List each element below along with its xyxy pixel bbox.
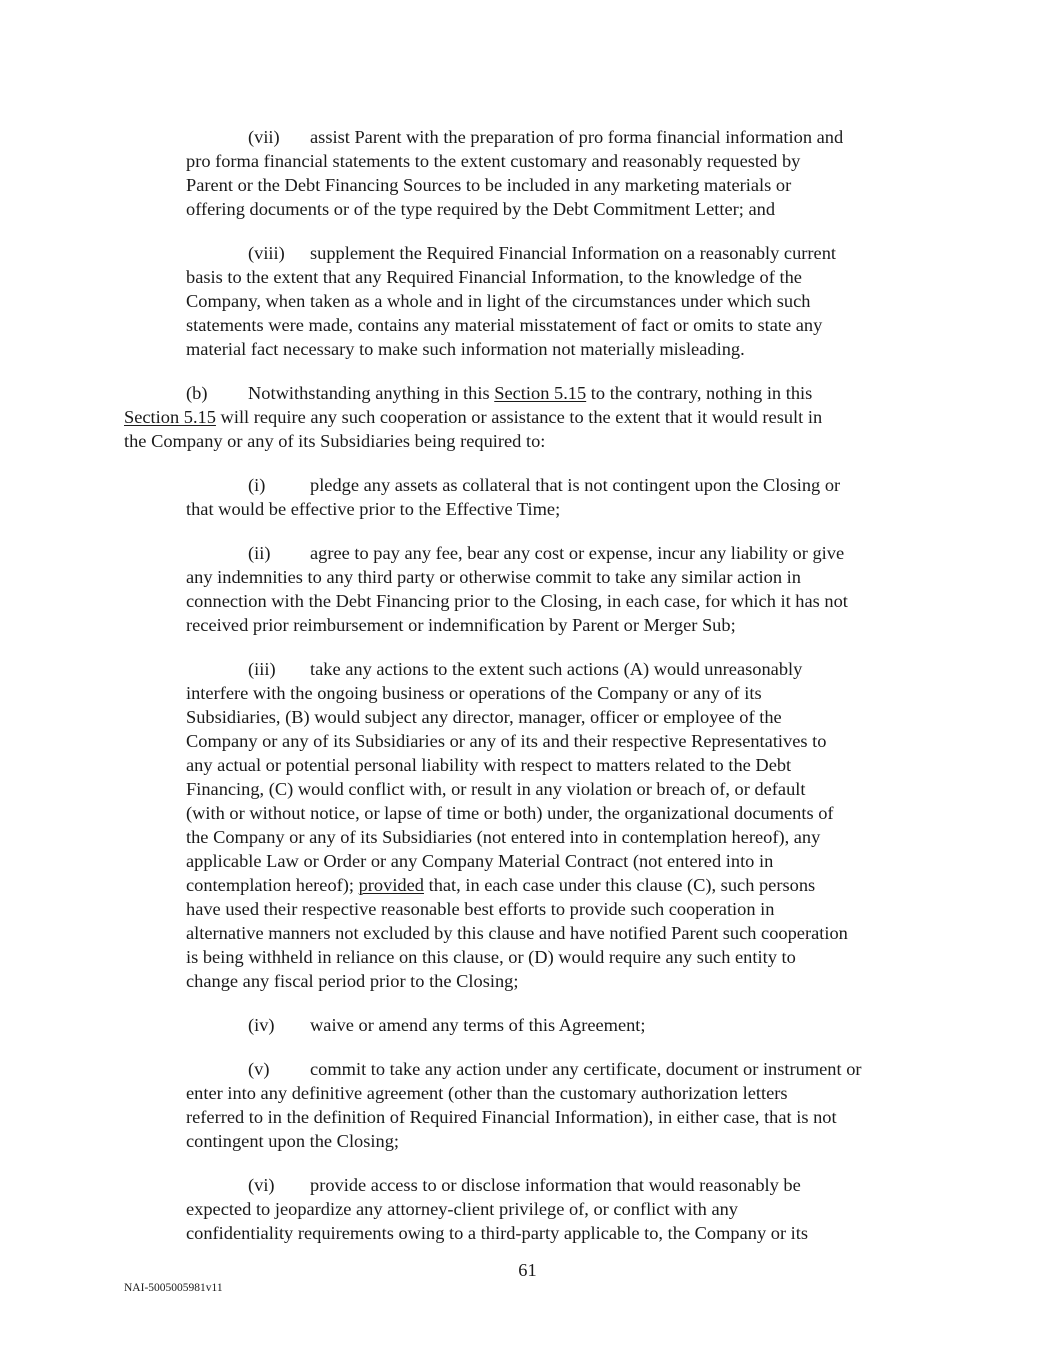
clause-first-line: (v) commit to take any action under any certificate, document or instrument or bbox=[248, 1059, 862, 1079]
clause-number: (b) bbox=[186, 383, 208, 403]
clause-line: received prior reimbursement or indemnification by Parent or Merger Sub; bbox=[186, 615, 736, 635]
clause-line: (with or without notice, or lapse of time or both) under, the organizational documents of bbox=[186, 803, 834, 823]
clause-line: applicable Law or Order or any Company Material Contract (not entered into in bbox=[186, 851, 774, 871]
clause-line: pro forma financial statements to the extent customary and reasonably requested by bbox=[186, 151, 801, 171]
provided-term: provided bbox=[358, 875, 424, 895]
clause-line: have used their respective reasonable best efforts to provide such cooperation in bbox=[186, 899, 775, 919]
clause-line: that would be effective prior to the Effective Time; bbox=[186, 499, 561, 519]
clause-line: Parent or the Debt Financing Sources to be included in any marketing materials or bbox=[186, 175, 792, 195]
page-number: 61 bbox=[518, 1260, 537, 1280]
clause-line: material fact necessary to make such information not materially misleading. bbox=[186, 339, 745, 359]
clause-line: any indemnities to any third party or otherwise commit to take any similar action in bbox=[186, 567, 801, 587]
clause-number: (v) bbox=[248, 1059, 270, 1079]
clause-first-line: (vii) assist Parent with the preparation of pro forma financial information and bbox=[248, 127, 844, 147]
clause-line: connection with the Debt Financing prior to the Closing, in each case, for which it has not bbox=[186, 591, 848, 611]
clause-line: referred to in the definition of Required Financial Information), in either case, that is not bbox=[186, 1107, 837, 1127]
clause-line: Company, when taken as a whole and in light of the circumstances under which such bbox=[186, 291, 811, 311]
clause-first-line: (ii) agree to pay any fee, bear any cost or expense, incur any liability or give bbox=[248, 543, 845, 563]
clause-line: Company or any of its Subsidiaries or any of its and their respective Representatives to bbox=[186, 731, 827, 751]
clause-number: (vi) bbox=[248, 1175, 275, 1195]
clause-number: (iv) bbox=[248, 1015, 275, 1035]
document-id: NAI-5005005981v11 bbox=[124, 1282, 223, 1294]
clause-number: (iii) bbox=[248, 659, 276, 679]
section-reference-link[interactable]: Section 5.15 bbox=[494, 383, 587, 403]
section-reference-link[interactable]: Section 5.15 bbox=[124, 407, 216, 427]
clause-line: any actual or potential personal liability with respect to matters related to the Debt bbox=[186, 755, 792, 775]
clause-line: offering documents or of the type required by the Debt Commitment Letter; and bbox=[186, 199, 776, 219]
clause-line: is being withheld in reliance on this clause, or (D) would require any such entity to bbox=[186, 947, 796, 967]
clause-line: enter into any definitive agreement (other than the customary authorization letters bbox=[186, 1083, 788, 1103]
clause-line: the Company or any of its Subsidiaries being required to: bbox=[124, 431, 546, 451]
clause-line: the Company or any of its Subsidiaries (not entered into in contemplation hereof), any bbox=[186, 827, 821, 847]
clause-number: (ii) bbox=[248, 543, 271, 563]
clause-line: confidentiality requirements owing to a third-party applicable to, the Company or its bbox=[186, 1223, 809, 1243]
clause-line: alternative manners not excluded by this clause and have notified Parent such cooperation bbox=[186, 923, 848, 943]
clause-line: Subsidiaries, (B) would subject any director, manager, officer or employee of the bbox=[186, 707, 782, 727]
clause-line: contemplation hereof); provided that, in each case under this clause (C), such persons bbox=[186, 875, 816, 895]
clause-first-line: (b) Notwithstanding anything in this Section 5.15 to the contrary, nothing in this bbox=[186, 383, 813, 403]
clause-line: Financing, (C) would conflict with, or result in any violation or breach of, or default bbox=[186, 779, 806, 799]
clause-number: (viii) bbox=[248, 243, 285, 263]
clause-first-line: (iv) waive or amend any terms of this Agreement; bbox=[248, 1015, 646, 1035]
clause-first-line: (viii) supplement the Required Financial Information on a reasonably current bbox=[248, 243, 837, 263]
clause-line: contingent upon the Closing; bbox=[186, 1131, 400, 1151]
clause-line: change any fiscal period prior to the Closing; bbox=[186, 971, 519, 991]
clause-line: Section 5.15 will require any such cooperation or assistance to the extent that it would result in bbox=[124, 407, 823, 427]
clause-number: (i) bbox=[248, 475, 266, 495]
clause-first-line: (vi) provide access to or disclose information that would reasonably be bbox=[248, 1175, 801, 1195]
clause-line: expected to jeopardize any attorney-client privilege of, or conflict with any bbox=[186, 1199, 739, 1219]
clause-number: (vii) bbox=[248, 127, 280, 147]
clause-first-line: (i) pledge any assets as collateral that is not contingent upon the Closing or bbox=[248, 475, 841, 495]
clause-line: interfere with the ongoing business or operations of the Company or any of its bbox=[186, 683, 762, 703]
clause-line: basis to the extent that any Required Financial Information, to the knowledge of the bbox=[186, 267, 802, 287]
clause-line: statements were made, contains any material misstatement of fact or omits to state any bbox=[186, 315, 823, 335]
clause-first-line: (iii) take any actions to the extent such actions (A) would unreasonably bbox=[248, 659, 803, 679]
